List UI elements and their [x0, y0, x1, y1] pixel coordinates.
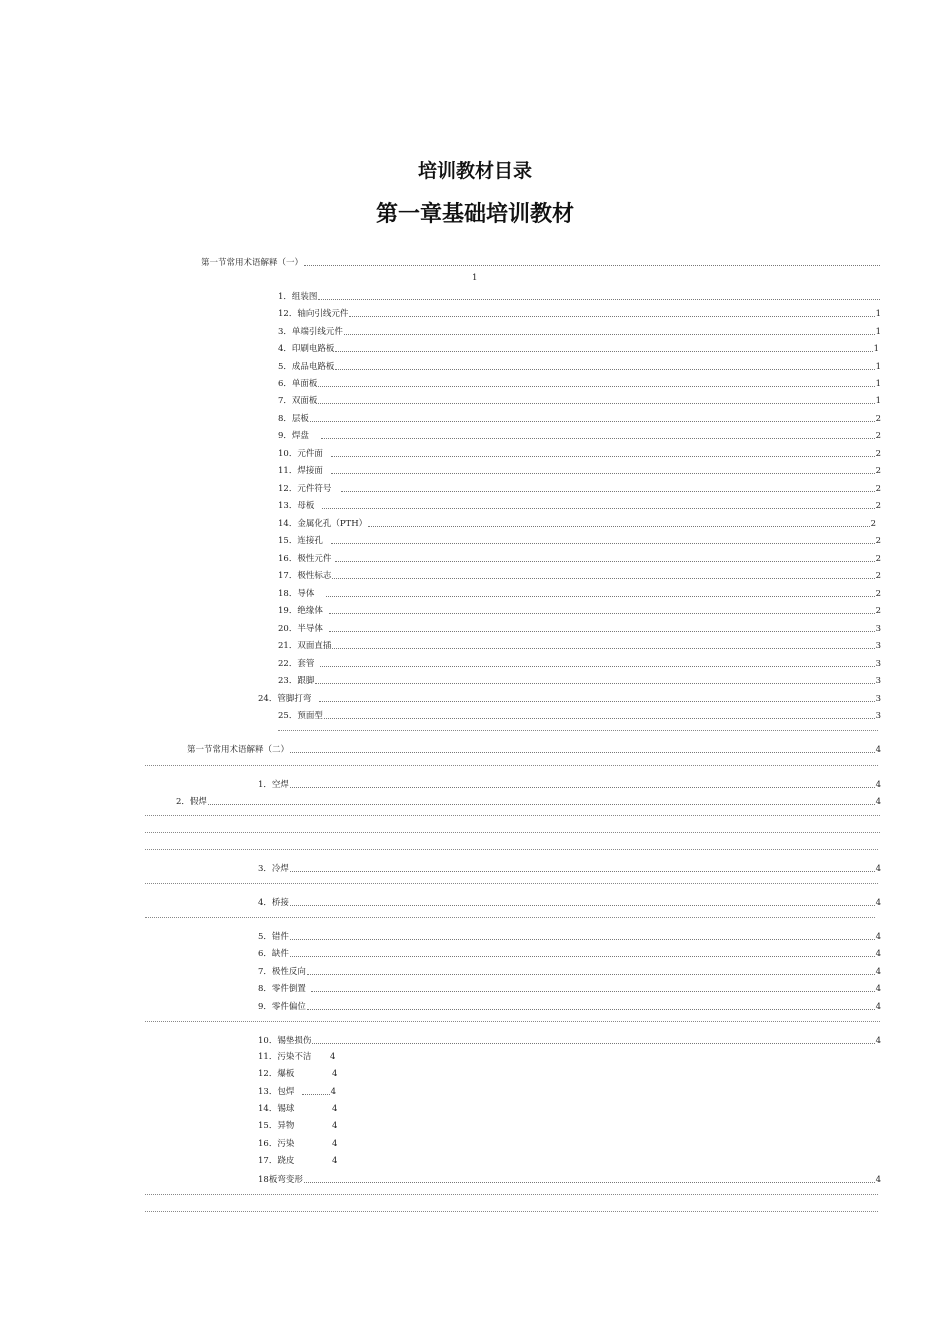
- toc-entry-label: 5．错件: [258, 932, 289, 942]
- leader-dots: [145, 849, 878, 850]
- leader-dots: [304, 265, 880, 266]
- toc-entry-page: 1: [875, 327, 881, 337]
- toc-entry[interactable]: [278, 639, 881, 651]
- leader-dots: [145, 765, 878, 766]
- toc-entry-page: 2: [870, 519, 876, 529]
- toc-entry[interactable]: [278, 709, 881, 721]
- leader-dots: [145, 1021, 880, 1022]
- toc-entry[interactable]: [278, 412, 881, 424]
- leader-dots: [332, 648, 874, 649]
- toc-section-page: 1: [472, 273, 478, 283]
- toc-entry-label: 2．假焊: [176, 797, 207, 807]
- toc-entry-label: 14．金属化孔（PTH）: [278, 519, 368, 529]
- leader-dots: [290, 956, 875, 957]
- leader-dots: [304, 1182, 875, 1183]
- chapter-title: 第一章基础培训教材: [375, 201, 574, 227]
- toc-entry[interactable]: [278, 604, 881, 616]
- leader-dots: [349, 316, 874, 317]
- toc-entry-label: 21．双面直插: [278, 641, 332, 651]
- toc-entry-page: 1: [873, 344, 879, 354]
- toc-entry[interactable]: [278, 377, 881, 389]
- toc-entry-page: 4: [875, 1036, 881, 1046]
- toc-section-2[interactable]: [187, 743, 881, 755]
- toc-entry-label: 11．污染不洁: [258, 1052, 312, 1062]
- toc-entry-page: 2: [875, 431, 881, 441]
- leader-dots: [315, 683, 874, 684]
- toc-entry[interactable]: [278, 587, 881, 599]
- toc-entry-page: 4: [875, 932, 881, 942]
- toc-entry[interactable]: [258, 1173, 881, 1185]
- toc-entry[interactable]: [278, 674, 881, 686]
- toc-entry-label: 12．元件符号: [278, 484, 332, 494]
- toc-entry-page: 4: [875, 949, 881, 959]
- toc-entry-page: 4: [332, 1139, 338, 1149]
- toc-entry-label: 6．缺件: [258, 949, 289, 959]
- toc-entry[interactable]: [278, 447, 881, 459]
- toc-section-label: 第一节常用术语解释（一）: [201, 258, 304, 268]
- leader-dots: [320, 666, 874, 667]
- leader-dots: [344, 334, 875, 335]
- toc-entry-label: 5．成品电路板: [278, 362, 335, 372]
- toc-entry[interactable]: [258, 930, 881, 942]
- leader-dots: [208, 804, 875, 805]
- toc-entry-page: 3: [875, 641, 881, 651]
- toc-entry[interactable]: [176, 795, 881, 807]
- leader-dots: [145, 815, 880, 816]
- leader-dots: [318, 386, 874, 387]
- toc-entry[interactable]: [278, 290, 881, 302]
- toc-entry-label: 13．母板: [278, 501, 315, 511]
- leader-dots: [145, 883, 878, 884]
- toc-entry-label: 15．连接孔: [278, 536, 323, 546]
- toc-entry-page: 2: [875, 606, 881, 616]
- toc-entry-label: 19．绝缘体: [278, 606, 323, 616]
- leader-dots: [318, 299, 880, 300]
- toc-entry[interactable]: [278, 360, 881, 372]
- toc-entry-page: 4: [875, 984, 881, 994]
- toc-entry-label: 9．零件偏位: [258, 1002, 306, 1012]
- leader-dots: [331, 543, 875, 544]
- toc-entry-page: 4: [875, 1002, 881, 1012]
- toc-entry-label: 18．导体: [278, 589, 315, 599]
- leader-dots: [145, 1194, 878, 1195]
- toc-entry-label: 17．极性标志: [278, 571, 332, 581]
- toc-entry-page: 2: [875, 484, 881, 494]
- toc-entry-label: 3．单端引线元件: [278, 327, 343, 337]
- toc-entry-page: 2: [875, 501, 881, 511]
- toc-entry[interactable]: [258, 692, 881, 704]
- toc-entry-label: 20．半导体: [278, 624, 323, 634]
- toc-entry-page: 3: [875, 624, 881, 634]
- toc-entry-label: 11．焊接面: [278, 466, 323, 476]
- toc-entry-page: 1: [875, 396, 881, 406]
- toc-entry-label: 25．预面型: [278, 711, 323, 721]
- toc-entry-label: 12．爆板: [258, 1069, 295, 1079]
- toc-entry[interactable]: [278, 517, 876, 529]
- toc-entry-label: 7．极性反向: [258, 967, 306, 977]
- toc-entry[interactable]: [278, 394, 881, 406]
- toc-entry[interactable]: [258, 778, 881, 790]
- toc-entry-page: 4: [332, 1121, 338, 1131]
- toc-entry-label: 13．包焊: [258, 1087, 295, 1097]
- toc-entry-page: 2: [875, 414, 881, 424]
- toc-entry-page: 4: [332, 1069, 338, 1079]
- toc-entry-label: 1．空焊: [258, 780, 289, 790]
- toc-entry-label: 4．印刷电路板: [278, 344, 335, 354]
- leader-dots: [311, 991, 875, 992]
- toc-entry-page: 3: [875, 659, 881, 669]
- toc-entry[interactable]: [278, 464, 881, 476]
- leader-dots: [341, 491, 874, 492]
- toc-entry-page: 4: [875, 864, 881, 874]
- toc-entry[interactable]: [258, 896, 881, 908]
- toc-entry-page: 3: [875, 676, 881, 686]
- toc-entry[interactable]: [258, 1085, 336, 1097]
- toc-entry[interactable]: [278, 499, 881, 511]
- toc-entry-page: 1: [875, 309, 881, 319]
- toc-entry[interactable]: [258, 1000, 881, 1012]
- toc-entry[interactable]: [278, 325, 881, 337]
- toc-entry[interactable]: [258, 947, 881, 959]
- leader-dots: [145, 1211, 878, 1212]
- leader-dots: [278, 730, 878, 731]
- toc-entry-label: 10．锡垫损伤: [258, 1036, 312, 1046]
- toc-entry-label: 9．焊盘: [278, 431, 309, 441]
- toc-entry[interactable]: [278, 534, 881, 546]
- toc-entry-label: 1．组装图: [278, 292, 318, 302]
- toc-entry-label: 14．锡球: [258, 1104, 295, 1114]
- toc-entry[interactable]: [258, 862, 881, 874]
- toc-entry[interactable]: [258, 1034, 881, 1046]
- toc-entry-page: 4: [875, 797, 881, 807]
- toc-entry-page: 2: [875, 536, 881, 546]
- toc-entry-page: 4: [332, 1156, 338, 1166]
- leader-dots: [322, 508, 874, 509]
- toc-entry-page: 4: [330, 1052, 336, 1062]
- leader-dots: [290, 871, 875, 872]
- leader-dots: [368, 526, 869, 527]
- toc-section-1[interactable]: [201, 256, 881, 268]
- leader-dots: [310, 421, 875, 422]
- toc-entry[interactable]: [278, 429, 881, 441]
- toc-entry-page: 1: [875, 379, 881, 389]
- leader-dots: [318, 403, 874, 404]
- leader-dots: [145, 832, 880, 833]
- toc-section-label: 第一节常用术语解释（二）: [187, 745, 290, 755]
- leader-dots: [331, 473, 875, 474]
- toc-entry-page: 3: [875, 711, 881, 721]
- leader-dots: [329, 613, 875, 614]
- leader-dots: [326, 596, 874, 597]
- toc-entry-label: 16．极性元件: [278, 554, 332, 564]
- toc-entry-page: 2: [875, 554, 881, 564]
- leader-dots: [290, 752, 875, 753]
- toc-entry-page: 4: [330, 1087, 336, 1097]
- toc-entry-label: 7．双面板: [278, 396, 318, 406]
- toc-entry-page: 2: [875, 571, 881, 581]
- leader-dots: [321, 438, 875, 439]
- leader-dots: [329, 631, 875, 632]
- toc-entry-label: 24．管脚打弯: [258, 694, 312, 704]
- toc-entry-page: 2: [875, 449, 881, 459]
- toc-entry-label: 22．套管: [278, 659, 315, 669]
- leader-dots: [335, 351, 872, 352]
- leader-dots: [324, 718, 875, 719]
- leader-dots: [307, 974, 875, 975]
- toc-entry-page: 2: [875, 589, 881, 599]
- leader-dots: [302, 1094, 329, 1095]
- toc-entry-label: 12．轴向引线元件: [278, 309, 349, 319]
- leader-dots: [332, 578, 874, 579]
- toc-entry-page: 4: [332, 1104, 338, 1114]
- toc-entry-label: 8．层板: [278, 414, 309, 424]
- toc-section-page: 4: [875, 745, 881, 755]
- leader-dots: [290, 787, 875, 788]
- toc-entry-page: 2: [875, 466, 881, 476]
- toc-entry[interactable]: [278, 307, 881, 319]
- toc-entry-page: 4: [875, 780, 881, 790]
- leader-dots: [319, 701, 874, 702]
- toc-entry-page: 1: [875, 362, 881, 372]
- toc-entry[interactable]: [278, 569, 881, 581]
- toc-entry-page: 4: [875, 1175, 881, 1185]
- toc-entry[interactable]: [278, 552, 881, 564]
- toc-entry-label: 10．元件面: [278, 449, 323, 459]
- toc-entry-label: 4．桥接: [258, 898, 289, 908]
- toc-entry-page: 4: [875, 967, 881, 977]
- leader-dots: [312, 1043, 874, 1044]
- toc-entry[interactable]: [258, 982, 881, 994]
- toc-entry-label: 3．冷焊: [258, 864, 289, 874]
- toc-entry[interactable]: [278, 342, 879, 354]
- leader-dots: [290, 905, 875, 906]
- toc-entry-label: 8．零件倒置: [258, 984, 306, 994]
- toc-entry[interactable]: [278, 482, 881, 494]
- document-title: 培训教材目录: [417, 160, 532, 182]
- toc-entry-page: 3: [875, 694, 881, 704]
- toc-entry-label: 17．跷皮: [258, 1156, 295, 1166]
- leader-dots: [290, 939, 875, 940]
- leader-dots: [145, 917, 875, 918]
- leader-dots: [335, 369, 874, 370]
- toc-entry-label: 18板弯变形: [258, 1175, 303, 1185]
- toc-entry-label: 6．单面板: [278, 379, 318, 389]
- toc-entry-page: 4: [875, 898, 881, 908]
- leader-dots: [335, 561, 874, 562]
- toc-entry[interactable]: [278, 622, 881, 634]
- toc-entry[interactable]: [278, 657, 881, 669]
- toc-entry-label: 16．污染: [258, 1139, 295, 1149]
- leader-dots: [307, 1009, 875, 1010]
- toc-entry-label: 15．异物: [258, 1121, 295, 1131]
- toc-entry[interactable]: [258, 965, 881, 977]
- leader-dots: [331, 456, 875, 457]
- toc-entry-label: 23．跟脚: [278, 676, 315, 686]
